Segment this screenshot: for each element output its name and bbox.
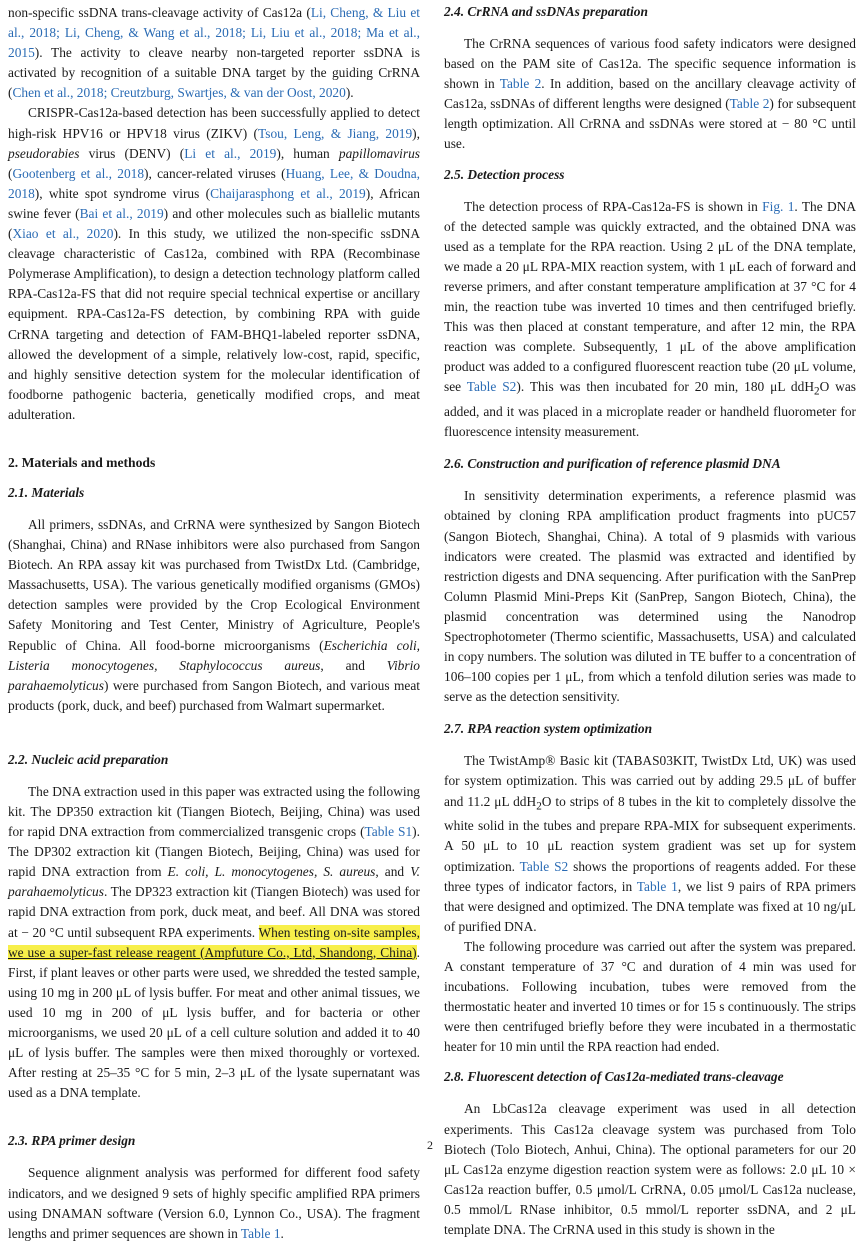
table-link[interactable]: Table 2 <box>729 96 770 112</box>
citation-link[interactable]: Xiao et al., 2020 <box>12 226 114 242</box>
paragraph-crispr: CRISPR-Cas12a-based detection has been successfully applied to detect high-risk HPV16 or HPV18 virus (ZIKV) (Tsou, Leng, & Jiang, 2019), pseudorabies virus (DENV) (Li et al., 2019), human papillomavirus (Gootenberg et al., 2018), cancer-related viruses (Huang, Lee, & Doudna, 2018), white spot syndrome virus (Chaijarasphong et al., 2019), African swine fever (Bai et al., 2019) and other molecules such as biallelic mutants (Xiao et al., 2020). In this study, we utilized the non-specific ssDNA cleavage characteristic of Cas12a, combined with RPA (Recombinase Polymerase Amplification), to design a detection technology platform called RPA-Cas12a-FS that did not require special technical expertise or ancillary equipment. RPA-Cas12a-FS detection, by combining RPA with guide CrRNA targeting and detection of FAM-BHQ1-labeled reporter ssDNA, allowed the development of a simple, relatively low-cost, rapid, specific, and highly sensitive detection system for the molecular identification of foodborne pathogenic bacteria, genetically modified crops, and meat adulteration. <box>8 105 421 422</box>
subsection-heading-crrna: 2.4. CrRNA and ssDNAs preparation <box>444 4 648 19</box>
citation-link[interactable]: Li et al., 2019 <box>184 145 277 161</box>
citation-link[interactable]: Bai et al., 2019 <box>79 205 164 221</box>
subsection-heading-rpa-primer: 2.3. RPA primer design <box>8 1133 136 1149</box>
right-column <box>444 0 856 1240</box>
paragraph-plasmid: In sensitivity determination experiments, a reference plasmid was obtained by cloning RPA amplification product fragments into pUC57 (Sangon Biotech, Shanghai, China). A total of 9 plasmids with various indicators were created. The plasmid was extracted and identified by restriction digests and DNA sequencing. After purification with the SanPrep Column Plasmid Mini-Preps Kit (SanPrep, Sangon Biotech, China), the plasmid concentration was determined using the Nanodrop Spectrophotometer (Thermo scientific, Massachusetts, USA) and calculated in copy numbers. The solution was diluted in TE buffer to a concentration of 106–100 copies per 1 μL, from which a tenfold dilution series was made to serve as the detection sensitivity. <box>444 488 856 705</box>
table-link[interactable]: Table 2 <box>499 76 542 92</box>
left-column <box>8 0 420 1244</box>
paragraph-intro-cont: non-specific ssDNA trans-cleavage activity of Cas12a (Li, Cheng, & Liu et al., 2018; Li, Cheng, & Wang et al., 2018; Li, Liu et al., 2018; Ma et al., 2015). The activity to cleave nearby non-targeted reporter ssDNA is activated by recognition of a suitable DNA target by the guiding CrRNA (Chen et al., 2018; Creutzburg, Swartjes, & van der Oost, 2020). <box>8 5 420 101</box>
citation-link[interactable]: Tsou, Leng, & Jiang, 2019 <box>257 125 413 141</box>
figure-link[interactable]: Fig. 1 <box>762 198 795 214</box>
citation-link[interactable]: Gootenberg et al., 2018 <box>12 165 145 181</box>
citation-link[interactable]: Chaijarasphong et al., 2019 <box>210 185 366 201</box>
section-heading-materials-methods: 2. Materials and methods <box>8 454 156 470</box>
subsection-heading-materials: 2.1. Materials <box>8 484 85 500</box>
citation-link[interactable]: Li, Cheng, & Liu et al., 2018; Li, Cheng, & Wang et al., 2018; Li, Liu et al., 2018; Ma et al., 2015 <box>8 5 420 61</box>
paragraph-detection-process: The detection process of RPA-Cas12a-FS is shown in Fig. 1. The DNA of the detected sample was quickly extracted, and the obtained DNA was used as a template for the RPA reaction. Using 2 μL of the DNA template, we made a 20 μL RPA-MIX reaction system, with 1 μL each of forward and reverse primers, and after constant temperature amplification at 37 °C for 4 min, the reaction tube was inverted 10 times and then centrifuged briefly. This was then placed at constant temperature, and after 12 min, the RPA reaction was complete. Subsequently, 1 μL of the above amplification product was added to a configured fluorescent reaction tube (20 μL volume, see Table S2). This was then incubated for 20 min, 180 μL ddH$_2$O was added, and it was placed in a microplate reader or handheld fluorometer for fluorescence intensity measurement. <box>444 198 856 440</box>
page-number: 2 <box>427 1138 433 1152</box>
table-link[interactable]: Table 1 <box>636 878 678 894</box>
highlighted-text: When testing on-site samples, <box>258 924 420 940</box>
highlighted-underlined-text: we use a super-fast release reagent (Ampfuture Co., Ltd, Shandong, China) <box>8 944 417 960</box>
table-link[interactable]: Table S1 <box>364 824 413 840</box>
subsection-heading-rpa-optimization: 2.7. RPA reaction system optimization <box>444 721 653 737</box>
subsection-heading-nucleic-acid: 2.2. Nucleic acid preparation <box>8 751 169 767</box>
paragraph-materials: All primers, ssDNAs, and CrRNA were synthesized by Sangon Biotech (Shanghai, China) and RNase inhibitors were also purchased from Sangon Biotech. An RPA assay kit was purchased from TwistDx Ltd. (Cambridge, Massachusetts, USA). The various genetically modified organisms (GMOs) detection samples were provided by the Crop Ecological Environment Safety Monitoring and Test Center, Ministry of Agriculture, People's Republic of China. All food-borne microorganisms (Escherichia coli, Listeria monocytogenes, Staphylococcus aureus, and Vibrio parahaemolyticus) were purchased from Sangon Biotech, and various meat products (pork, duck, and beef) purchased from Walmart supermarket. <box>8 516 421 713</box>
paragraph-nucleic-acid: The DNA extraction used in this paper was extracted using the following kit. The DP350 extraction kit (Tiangen Biotech, Beijing, China) was used for rapid DNA extraction from commercialized transgenic crops (Table S1). The DP302 extraction kit (Tiangen Biotech, Beijing, China) was used for rapid DNA extraction from E. coli, L. monocytogenes, S. aureus, and V. parahaemolyticus. The DP323 extraction kit (Tiangen Biotech) was used for rapid DNA extraction from pork, duck meat, and beef. All DNA was stored at − 20 °C until subsequent RPA experiments. When testing on-site samples, we use a super-fast release reagent (Ampfuture Co., Ltd, Shandong, China). First, if plant leaves or other parts were used, we shredded the tested sample, using 10 mg in 200 μL of lysis buffer. For meat and other animal tissues, we used 10 mg in 200 of μL lysis buffer, and for bacteria or other microorganisms, we used 20 μL of a cell culture solution and added it to 40 μL of lysis buffer. The samples were then mixed thoroughly or vortexed. After resting at 25–35 °C for 5 min, 2–3 μL of the lysate supernatant was used as a DNA template. <box>8 783 420 1101</box>
table-link[interactable]: Table S2 <box>519 858 569 874</box>
subsection-heading-plasmid: 2.6. Construction and purification of reference plasmid DNA <box>444 456 781 472</box>
paragraph-fluorescent-detection: An LbCas12a cleavage experiment was used in all detection experiments. This Cas12a cleavage system was purchased from Tolo Biotech (Tolo Biotech, Anhui, China). The optional parameters for our 20 μL Cas12a enzyme digestion reaction system were as follows: 2.0 μL 10 × Cas12a reaction buffer, 0.5 μmol/L CrRNA, 0.05 μmol/L Cas12a nuclease, 0.5 mmol/L RNase inhibitor, 0.5 mmol/L reporter ssDNA, and 2 μL template DNA. The CrRNA used in this study is shown in the <box>444 1101 856 1238</box>
citation-link[interactable]: Huang, Lee, & Doudna, 2018 <box>8 165 421 201</box>
citation-link[interactable]: Chen et al., 2018; Creutzburg, Swartjes, & van der Oost, 2020 <box>12 85 346 101</box>
table-link[interactable]: Table S2 <box>466 379 517 395</box>
paragraph-rpa-optimization: The TwistAmp® Basic kit (TABAS03KIT, TwistDx Ltd, UK) was used for system optimization. This was carried out by adding 29.5 μL of buffer and 11.2 μL ddH$_2$O to strips of 8 tubes in the kit to completely dissolve the white solid in the tubes and prepare RPA-MIX for subsequent experiments. A 50 μL to 10 μL reaction system gradient was set up for system optimization. Table S2 shows the proportions of reagents added. For these three types of indicator factors, in Table 1, we list 9 pairs of RPA primers that were designed and optimized. The DNA template was fixed at 10 ng/μL of purified DNA. <box>444 753 856 934</box>
paragraph-procedure: The following procedure was carried out after the system was prepared. A constant temperature of 37 °C and duration of 4 min was used for incubations. Following incubation, tubes were removed from the thermostatic heater and inverted 10 times or for 15 s continuously. The strips were then centrifuged briefly before they were incubated in a thermostatic heater for 10 min until the RPA reaction had ended. <box>444 938 856 1055</box>
paragraph-rpa-primer: Sequence alignment analysis was performed for different food safety indicators, and we designed 9 sets of highly specific amplified RPA primers using DNAMAN software (Version 6.0, Lynnon Co., USA). The fragment lengths and primer sequences are shown in Table 1. <box>8 1165 420 1241</box>
table-link[interactable]: Table 1 <box>240 1225 281 1241</box>
subsection-heading-fluorescent-detection: 2.8. Fluorescent detection of Cas12a-mediated trans-cleavage <box>444 1069 784 1085</box>
paragraph-crrna: The CrRNA sequences of various food safety indicators were designed based on the PAM site of Cas12a. The specific sequence information is shown in Table 2. In addition, based on the ancillary cleavage activity of Cas12a, ssDNAs of different lengths were designed (Table 2) for subsequent length optimization. All CrRNA and ssDNAs were stored at − 80 °C until use. <box>444 36 856 152</box>
subsection-heading-detection-process: 2.5. Detection process <box>444 166 565 182</box>
